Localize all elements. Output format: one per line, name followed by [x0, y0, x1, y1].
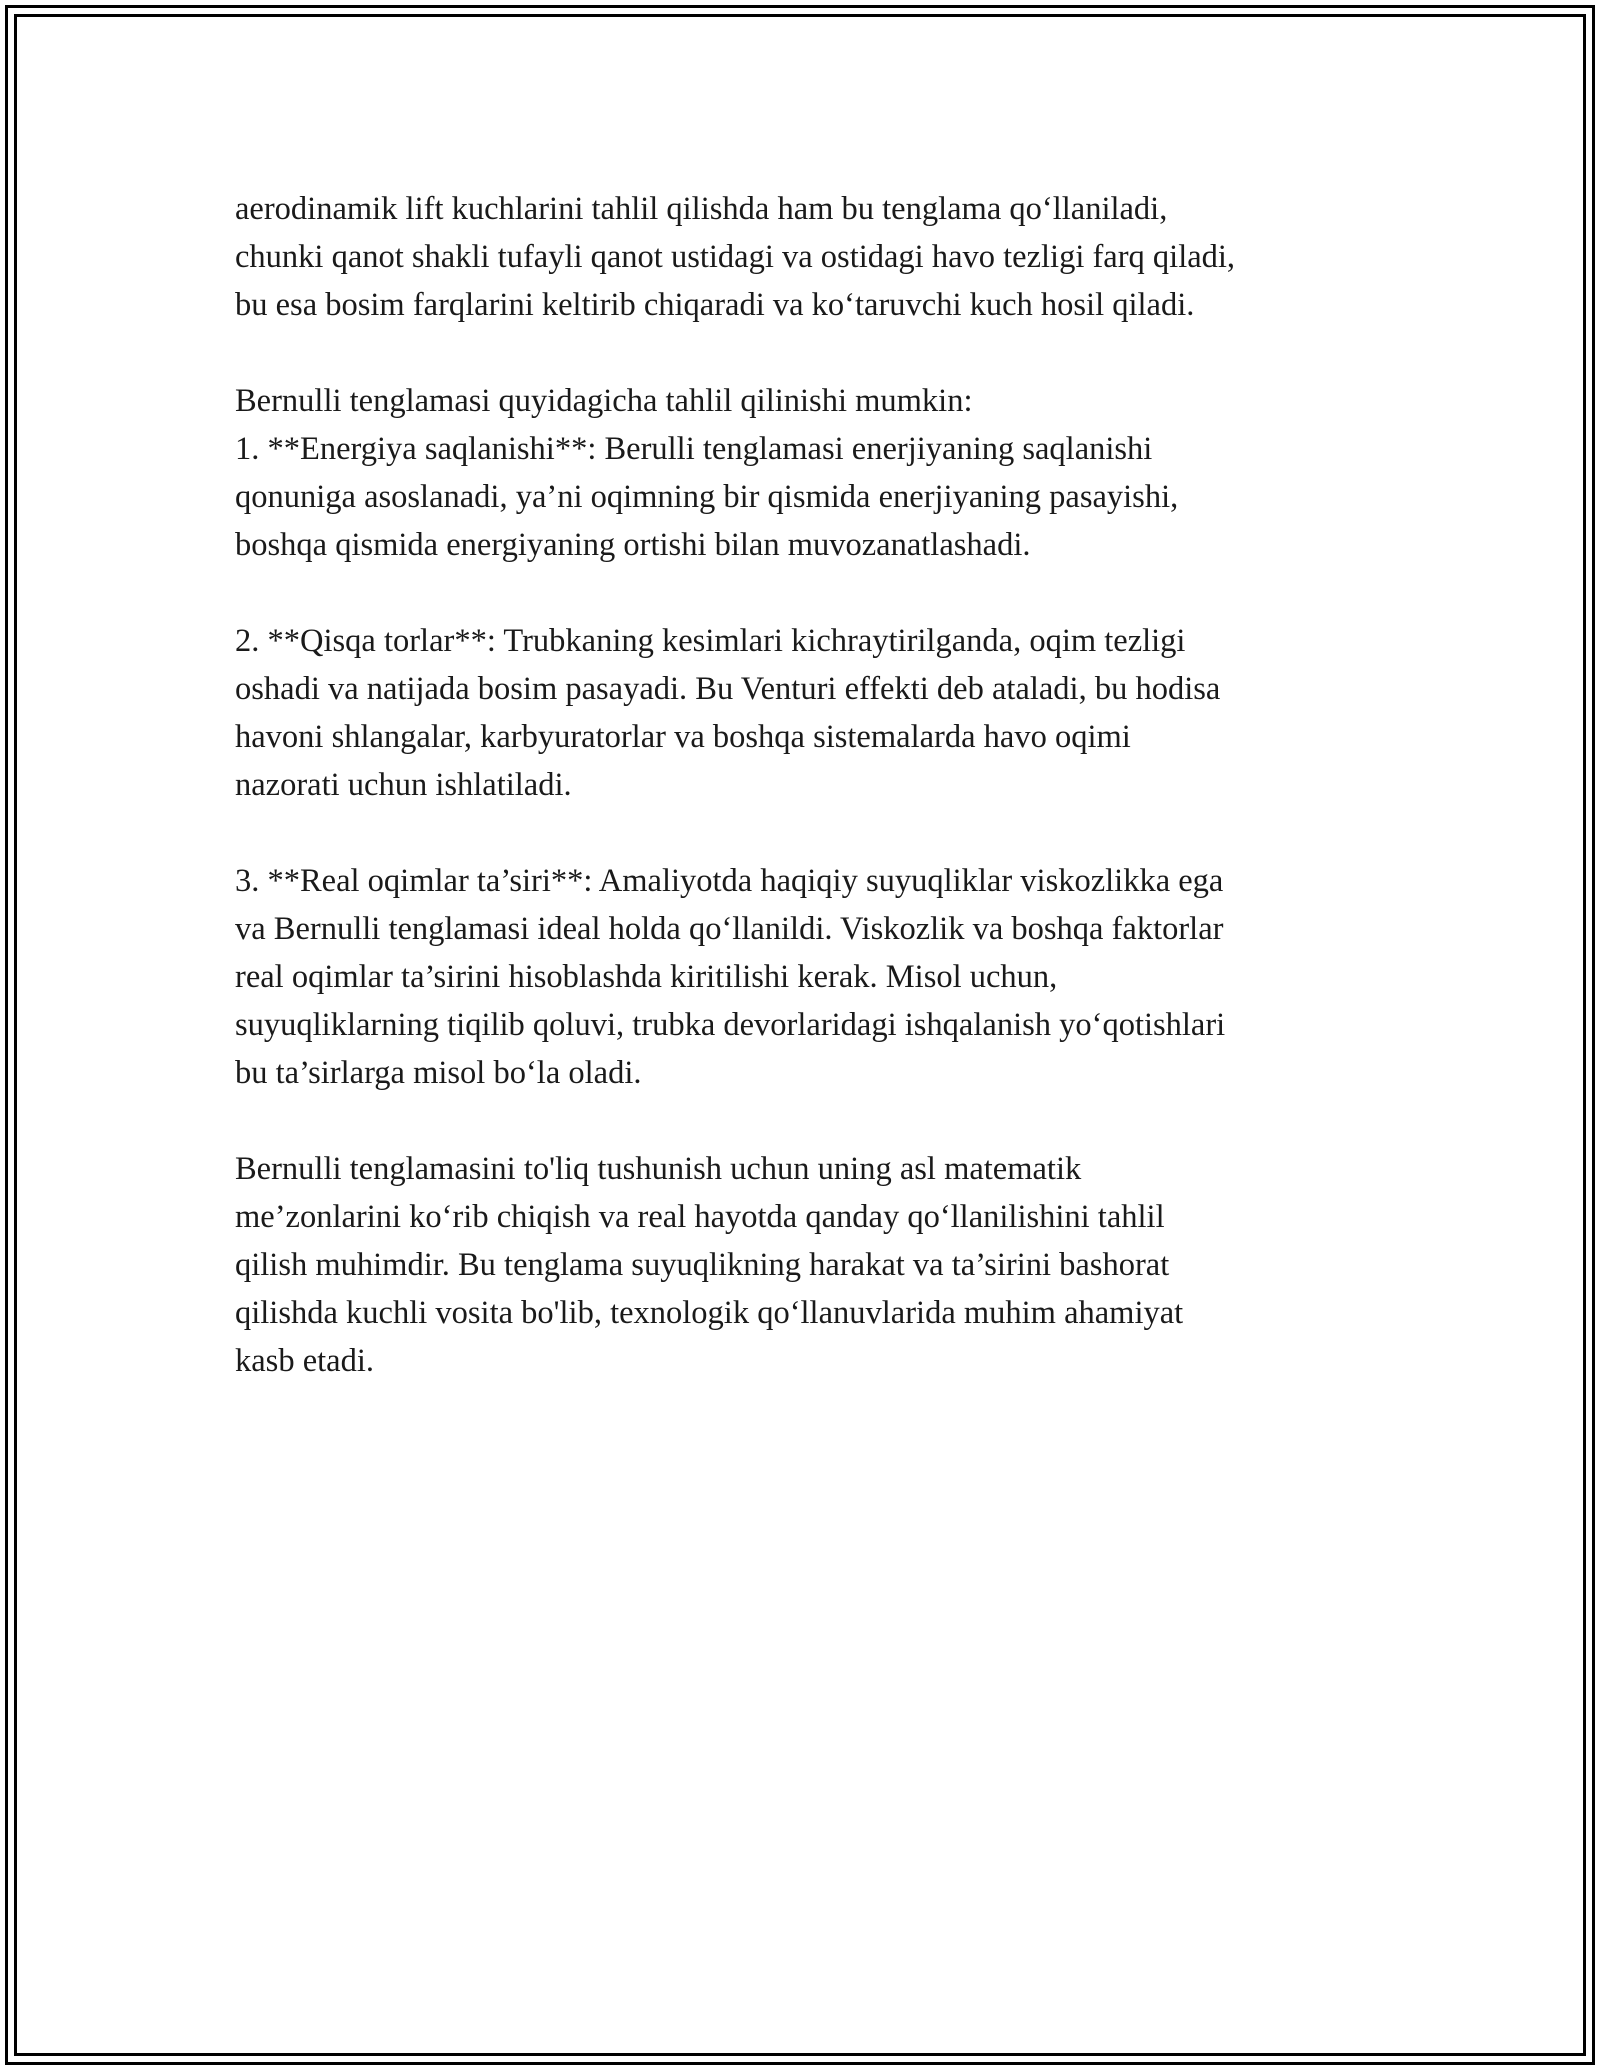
list-item-real-flows — [235, 857, 1385, 1097]
text-line: bu ta’sirlarga misol bo‘la oladi. — [235, 1055, 642, 1091]
text-line: havoni shlangalar, karbyuratorlar va boshqa sistemalarda havo oqimi — [235, 719, 1131, 755]
text-line: 3. **Real oqimlar ta’siri**: Amaliyotda haqiqiy suyuqliklar viskozlikka ega — [235, 863, 1224, 899]
text-line: oshadi va natijada bosim pasayadi. Bu Venturi effekti deb ataladi, bu hodisa — [235, 671, 1221, 707]
text-line: boshqa qismida energiyaning ortishi bilan muvozanatlashadi. — [235, 527, 1031, 563]
list-item-venturi-effect — [235, 617, 1385, 809]
text-line: qonuniga asoslanadi, ya’ni oqimning bir qismida enerjiyaning pasayishi, — [235, 479, 1179, 515]
text-line: va Bernulli tenglamasi ideal holda qo‘llanildi. Viskozlik va boshqa faktorlar — [235, 911, 1224, 947]
document-body — [235, 185, 1385, 1433]
text-line: 1. **Energiya saqlanishi**: Berulli tenglamasi enerjiyaning saqlanishi — [235, 431, 1153, 467]
paragraph-aerodynamic-lift — [235, 185, 1385, 329]
text-line: Bernulli tenglamasi quyidagicha tahlil qilinishi mumkin: — [235, 383, 973, 419]
text-line: kasb etadi. — [235, 1343, 374, 1379]
paragraph-conclusion — [235, 1145, 1385, 1385]
text-line: nazorati uchun ishlatiladi. — [235, 767, 572, 803]
text-line: me’zonlarini ko‘rib chiqish va real hayotda qanday qo‘llanilishini tahlil — [235, 1199, 1165, 1235]
text-line: qilishda kuchli vosita bo'lib, texnologik qo‘llanuvlarida muhim ahamiyat — [235, 1295, 1184, 1331]
text-line: aerodinamik lift kuchlarini tahlil qilishda ham bu tenglama qo‘llaniladi, — [235, 191, 1168, 227]
text-line: suyuqliklarning tiqilib qoluvi, trubka devorlaridagi ishqalanish yo‘qotishlari — [235, 1007, 1226, 1043]
text-line: real oqimlar ta’sirini hisoblashda kiritilishi kerak. Misol uchun, — [235, 959, 1058, 995]
list-item-energy-conservation — [235, 425, 1385, 569]
text-line: qilish muhimdir. Bu tenglama suyuqlikning harakat va ta’sirini bashorat — [235, 1247, 1170, 1283]
text-line: chunki qanot shakli tufayli qanot ustidagi va ostidagi havo tezligi farq qiladi, — [235, 239, 1236, 275]
paragraph-analysis-intro — [235, 377, 1385, 425]
text-line: 2. **Qisqa torlar**: Trubkaning kesimlari kichraytirilganda, oqim tezligi — [235, 623, 1186, 659]
text-line: bu esa bosim farqlarini keltirib chiqaradi va ko‘taruvchi kuch hosil qiladi. — [235, 287, 1195, 323]
text-line: Bernulli tenglamasini to'liq tushunish uchun uning asl matematik — [235, 1151, 1082, 1187]
